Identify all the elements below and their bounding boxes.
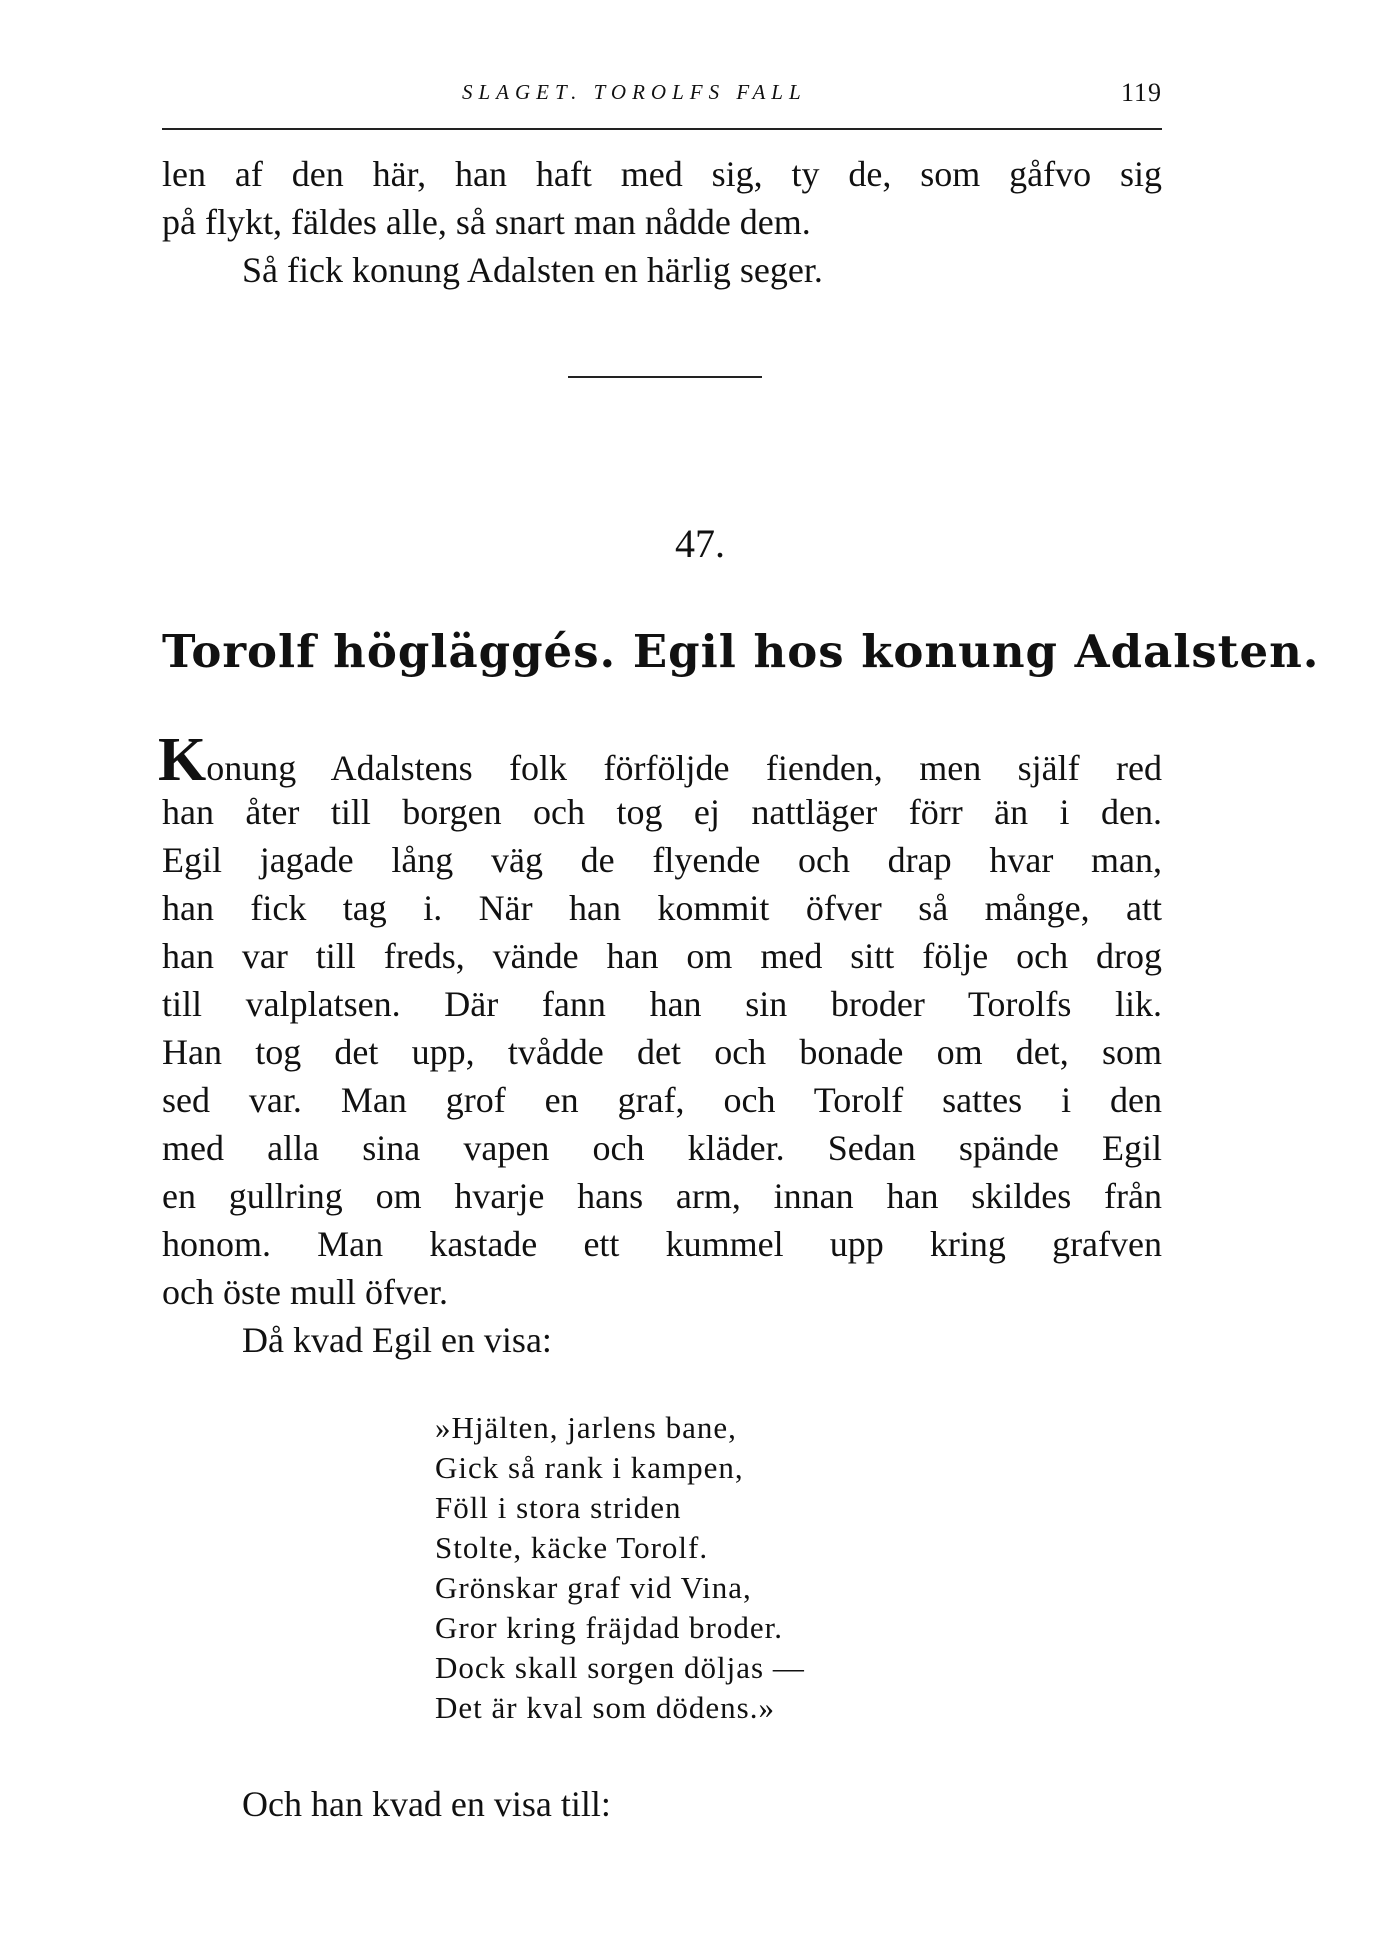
verse-line: Det är kval som dödens.» bbox=[435, 1690, 775, 1725]
text-line: han var till freds, vände han om med sitt följe och drog bbox=[162, 936, 1162, 976]
chapter-title: Torolf högläggés. Egil hos konung Adalsten. bbox=[162, 625, 1320, 678]
verse-line: Föll i stora striden bbox=[435, 1490, 682, 1525]
text-line: och öste mull öfver. bbox=[162, 1272, 448, 1312]
chapter-number: 47. bbox=[675, 521, 725, 566]
verse-line: Grönskar graf vid Vina, bbox=[435, 1570, 752, 1605]
text-line: med alla sina vapen och kläder. Sedan spände Egil bbox=[162, 1128, 1162, 1168]
text-line: len af den här, han haft med sig, ty de, som gåfvo sig bbox=[162, 154, 1162, 194]
verse-line: Stolte, käcke Torolf. bbox=[435, 1530, 709, 1565]
page-number: 119 bbox=[1120, 78, 1162, 107]
text-line bbox=[158, 726, 1162, 794]
running-head bbox=[162, 78, 1162, 118]
text-line-rest: onung Adalstens folk förföljde fienden, men själf red bbox=[206, 748, 1162, 788]
verse-stanza bbox=[435, 1408, 805, 1728]
verse-line: Gick så rank i kampen, bbox=[435, 1450, 744, 1485]
text-line: på flykt, fäldes alle, så snart man nådde dem. bbox=[162, 202, 811, 242]
text-line: till valplatsen. Där fann han sin broder Torolfs lik. bbox=[162, 984, 1162, 1024]
verse-line: »Hjälten, jarlens bane, bbox=[435, 1410, 737, 1445]
text-line: Egil jagade lång väg de flyende och drap hvar man, bbox=[162, 840, 1162, 880]
section-divider bbox=[568, 376, 762, 378]
text-line: en gullring om hvarje hans arm, innan han skildes från bbox=[162, 1176, 1162, 1216]
closing-line: Och han kvad en visa till: bbox=[242, 1784, 611, 1824]
chapter-body bbox=[158, 726, 1162, 1364]
verse-line: Dock skall sorgen döljas — bbox=[435, 1650, 805, 1685]
text-line: sed var. Man grof en graf, och Torolf sattes i den bbox=[162, 1080, 1162, 1120]
text-line: Så fick konung Adalsten en härlig seger. bbox=[242, 250, 823, 290]
header-rule bbox=[162, 128, 1162, 130]
verse-line: Gror kring fräjdad broder. bbox=[435, 1610, 783, 1645]
text-line: Han tog det upp, tvådde det och bonade om det, som bbox=[162, 1032, 1162, 1072]
text-line: han åter till borgen och tog ej nattläger förr än i den. bbox=[162, 792, 1162, 832]
text-line: honom. Man kastade ett kummel upp kring grafven bbox=[162, 1224, 1162, 1264]
drop-cap: K bbox=[158, 726, 207, 794]
running-title: SLAGET. TOROLFS FALL bbox=[462, 80, 807, 104]
text-line: han fick tag i. När han kommit öfver så månge, att bbox=[162, 888, 1162, 928]
verse-intro: Då kvad Egil en visa: bbox=[242, 1320, 552, 1360]
continuation-paragraph bbox=[162, 150, 1162, 294]
